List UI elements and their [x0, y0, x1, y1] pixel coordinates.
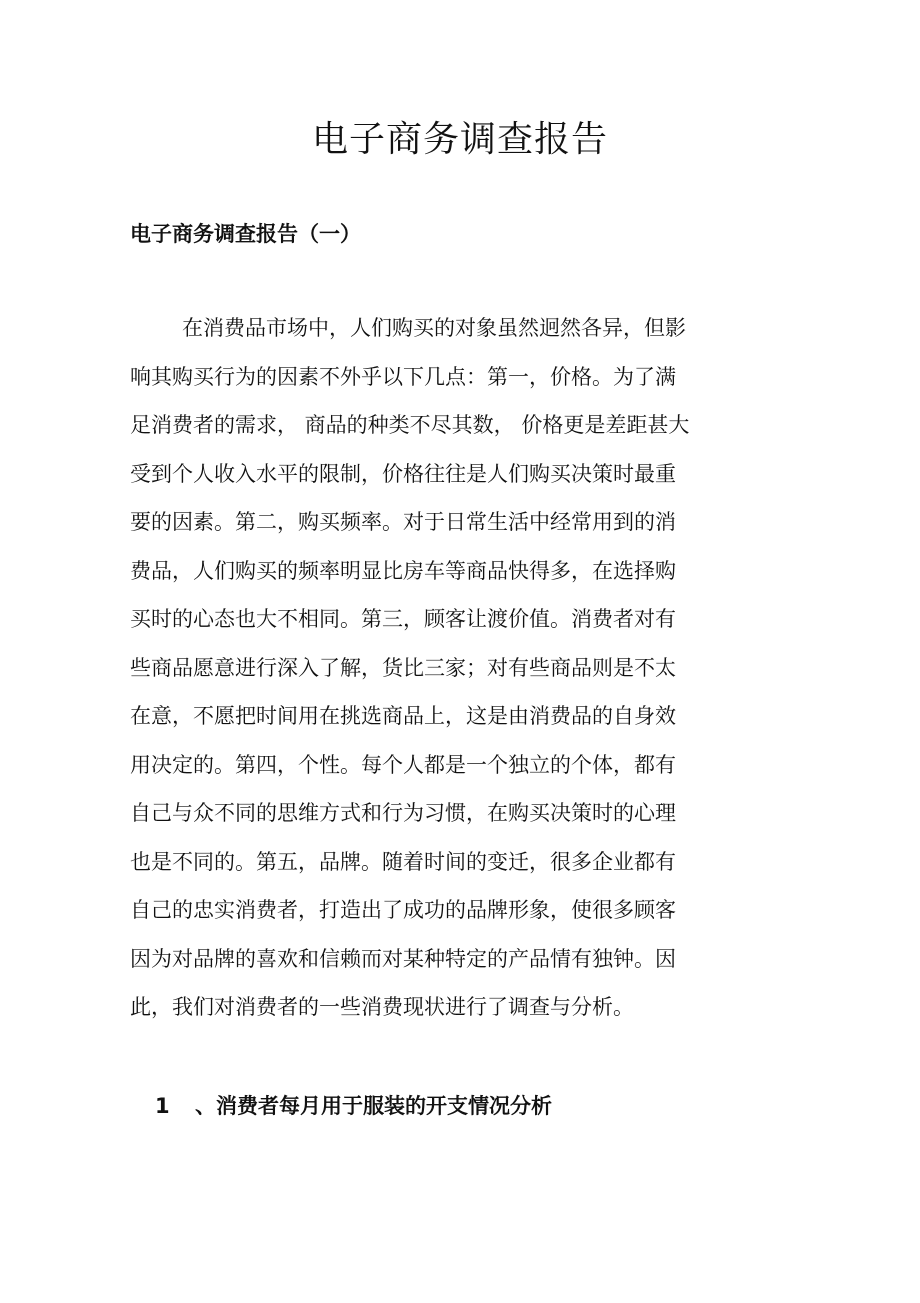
paragraph-line: 此，我们对消费者的一些消费现状进行了调查与分析。 — [130, 995, 634, 1019]
paragraph-line: 也是不同的。第五，品牌。随着时间的变迁，很多企业都有 — [130, 849, 676, 874]
paragraph-line: 在消费品市场中，人们购买的对象虽然迥然各异，但影 — [182, 316, 686, 340]
document-title: 电子商务调查报告 — [311, 119, 608, 160]
item-heading — [155, 1083, 552, 1129]
paragraph-line: 费品，人们购买的频率明显比房车等商品快得多，在选择购 — [130, 558, 676, 583]
item-text: 、消费者每月用于服装的开支情况分析 — [195, 1094, 552, 1118]
paragraph-line: 些商品愿意进行深入了解，货比三家；对有些商品则是不太 — [130, 655, 676, 680]
section-heading: 电子商务调查报告（一） — [130, 222, 361, 246]
paragraph-line: 因为对品牌的喜欢和信赖而对某种特定的产品情有独钟。因 — [130, 946, 676, 971]
body-paragraph — [130, 304, 730, 1032]
paragraph-line: 受到个人收入水平的限制，价格往往是人们购买决策时最重 — [130, 461, 676, 486]
paragraph-line: 在意，不愿把时间用在挑选商品上，这是由消费品的自身效 — [130, 704, 676, 728]
item-number: 1 — [155, 1094, 170, 1118]
paragraph-line: 要的因素。第二，购买频率。对于日常生活中经常用到的消 — [130, 510, 676, 534]
paragraph-line: 自己的忠实消费者，打造出了成功的品牌形象，使很多顾客 — [130, 898, 676, 922]
paragraph-line: 自己与众不同的思维方式和行为习惯，在购买决策时的心理 — [130, 801, 676, 825]
paragraph-line: 买时的心态也大不相同。第三，顾客让渡价值。消费者对有 — [130, 607, 676, 631]
paragraph-line: 响其购买行为的因素不外乎以下几点：第一，价格。为了满 — [130, 364, 676, 389]
paragraph-line: 用决定的。第四，个性。每个人都是一个独立的个体，都有 — [130, 752, 676, 777]
paragraph-line: 足消费者的需求， 商品的种类不尽其数， 价格更是差距甚大 — [130, 413, 690, 437]
